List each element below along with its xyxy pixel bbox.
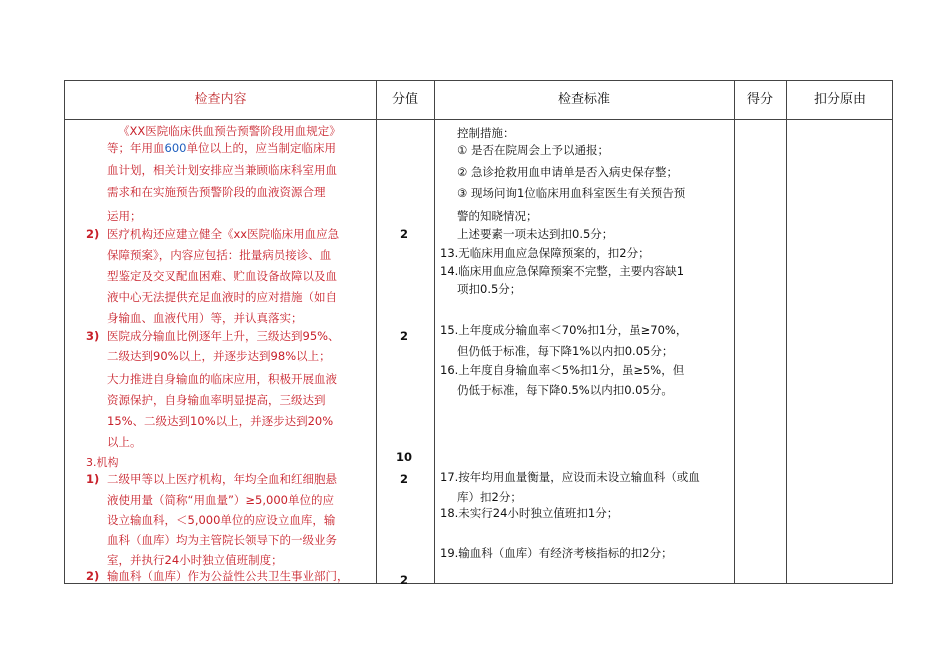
content-item-number: 2) xyxy=(86,569,100,583)
standard-line: 13.无临床用血应急保障预案的，扣2分； xyxy=(440,246,650,260)
column-divider xyxy=(434,81,435,583)
content-line: 输血科（血库）作为公益性公共卫生事业部门， xyxy=(107,569,349,583)
standard-line: 16.上年度自身输血率＜5%扣1分，虽≥5%，但 xyxy=(440,363,685,377)
standard-line: 上述要素一项未达到扣0.5分； xyxy=(457,227,614,241)
content-item-number: 1) xyxy=(86,472,100,486)
content-line: 以上。 xyxy=(107,435,142,449)
header-score-value: 分值 xyxy=(391,92,418,107)
standard-line: 14.临床用血应急保障预案不完整，主要内容缺1 xyxy=(440,264,685,278)
content-line: 液使用量（简称“用血量”）≥5,000单位的应 xyxy=(107,493,334,507)
header-deduction-reason: 扣分原由 xyxy=(813,92,866,107)
standard-line: 19.输血科（血库）有经济考核指标的扣2分； xyxy=(440,546,673,560)
score-value: 2 xyxy=(400,227,409,241)
standard-line: 库）扣2分； xyxy=(457,490,522,504)
content-line: 医疗机构还应建立健全《xx医院临床用血应急 xyxy=(107,227,340,241)
content-line: 需求和在实施预告预警阶段的血液资源合理 xyxy=(107,185,326,199)
standard-line: ③ 现场问询1位临床用血科室医生有关预告预 xyxy=(457,186,686,200)
content-line: 资源保护，自身输血率明显提高，三级达到 xyxy=(107,393,326,407)
content-item-number: 2) xyxy=(86,227,100,241)
content-line: 二级达到90%以上，并逐步达到98%以上； xyxy=(107,349,331,363)
header-check-content: 检查内容 xyxy=(194,92,247,107)
content-line: 医院成分输血比例逐年上升，三级达到95%、 xyxy=(107,329,340,343)
score-value: 10 xyxy=(396,450,413,464)
inspection-table xyxy=(64,80,893,587)
standard-line: 控制措施： xyxy=(457,126,515,140)
content-line: 保障预案》，内容应包括：批量病员接诊、血 xyxy=(107,248,332,262)
content-line: 液中心无法提供充足血液时的应对措施（如自 xyxy=(107,290,337,304)
content-line: 室，并执行24小时独立值班制度； xyxy=(107,553,283,567)
standard-line: 17.按年均用血量衡量，应设而未设立输血科（或血 xyxy=(440,470,700,484)
content-item-number: 3) xyxy=(86,329,100,343)
content-line: 15%、二级达到10%以上，并逐步达到20% xyxy=(107,414,334,428)
content-line: 等；年用血600单位以上的，应当制定临床用 xyxy=(107,141,336,155)
standard-line: 18.未实行24小时独立值班扣1分； xyxy=(440,506,619,520)
content-line: 血科（血库）均为主管院长领导下的一级业务 xyxy=(107,533,337,547)
content-line: 《XX医院临床供血预告预警阶段用血规定》 xyxy=(118,124,341,138)
content-line: 血计划，相关计划安排应当兼顾临床科室用血 xyxy=(107,163,337,177)
standard-line: 但仍低于标准，每下降1%以内扣0.05分； xyxy=(457,344,674,358)
standard-line: ② 急诊抢救用血申请单是否入病史保存整； xyxy=(457,165,678,179)
standard-line: 警的知晓情况； xyxy=(457,209,538,223)
score-value: 2 xyxy=(400,573,409,587)
content-line: 身输血、血液代用）等，并认真落实； xyxy=(107,311,303,325)
standard-line: 15.上年度成分输血率＜70%扣1分，虽≥70%， xyxy=(440,323,688,337)
column-divider xyxy=(734,81,735,583)
content-line: 设立输血科，＜5,000单位的应设立血库，输 xyxy=(107,513,336,527)
standard-line: 仍低于标准，每下降0.5%以内扣0.05分。 xyxy=(457,383,673,397)
column-divider xyxy=(786,81,787,583)
score-value: 2 xyxy=(400,472,409,486)
score-value: 2 xyxy=(400,329,409,343)
header-score-got: 得分 xyxy=(746,92,773,107)
header-divider xyxy=(65,119,892,120)
header-check-standard: 检查标准 xyxy=(557,92,610,107)
content-number: 600 xyxy=(164,141,187,155)
section-title: 3.机构 xyxy=(86,456,119,469)
content-line: 型鉴定及交叉配血困难、贮血设备故障以及血 xyxy=(107,269,337,283)
content-line: 运用； xyxy=(107,209,142,223)
content-line: 二级甲等以上医疗机构，年均全血和红细胞悬 xyxy=(107,472,337,486)
column-divider xyxy=(376,81,377,583)
standard-line: ① 是否在院周会上予以通报； xyxy=(457,143,609,157)
content-line: 大力推进自身输血的临床应用，积极开展血液 xyxy=(107,372,337,386)
standard-line: 项扣0.5分； xyxy=(457,282,522,296)
